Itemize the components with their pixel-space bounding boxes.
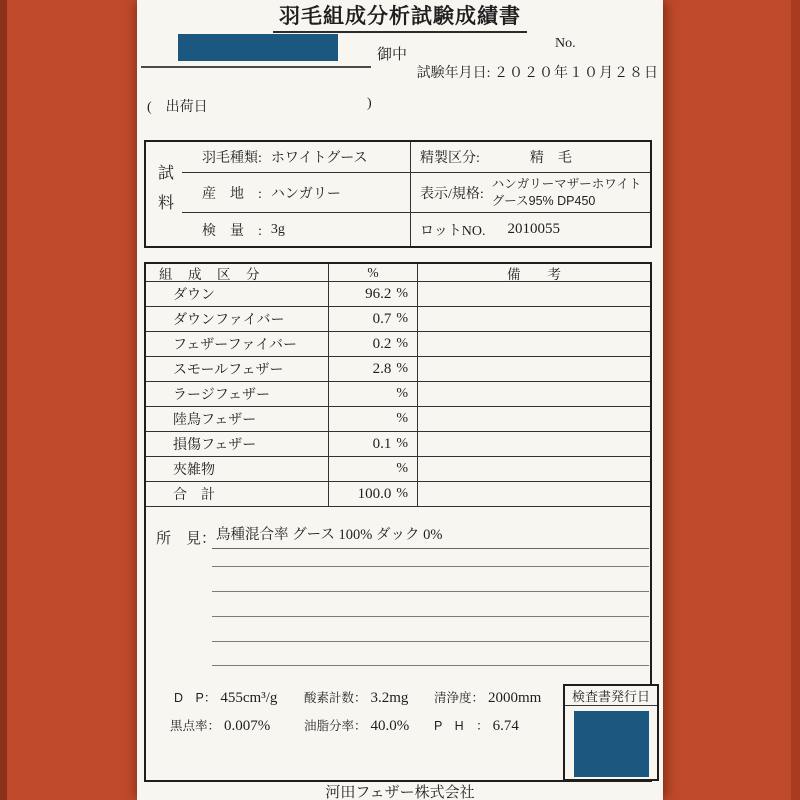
comp-row-remarks [418, 307, 650, 332]
shipping-open-paren: ( [147, 100, 152, 115]
comp-row-percent [329, 282, 418, 307]
comp-row-label: 合 計 [146, 482, 329, 507]
comp-row-percent [329, 457, 418, 482]
comp-row-remarks [418, 332, 650, 357]
comp-row-remarks [418, 382, 650, 407]
comp-row-unit: % [396, 361, 408, 376]
comp-row-remarks [418, 482, 650, 507]
comp-row-percent [329, 407, 418, 432]
comp-row-percent [329, 357, 418, 382]
spec-value-line1: ハンガリーマザーホワイト [491, 177, 642, 192]
comp-row-label: 陸鳥フェザー [146, 407, 329, 432]
findings-empty-line [212, 665, 649, 666]
composition-header-remarks: 備 考 [418, 264, 650, 282]
shipping-close-paren: ) [367, 96, 372, 111]
origin-label: 産 地 : [202, 186, 262, 202]
black-spot-label: 黒点率： [170, 719, 221, 733]
comp-row-value: 2.8 [372, 360, 392, 377]
spec-value-line2: グース95% DP450 [491, 193, 596, 208]
comp-row-unit: % [396, 486, 408, 501]
feather-type-cell [182, 142, 410, 172]
company-name: 河田フェザー株式会社 [325, 785, 475, 800]
comp-row-remarks [418, 357, 650, 382]
comp-row-label: ラージフェザー [146, 382, 329, 407]
spec-label: 表示/規格: [420, 186, 484, 202]
findings-empty-line [212, 616, 649, 617]
certificate-issue-date-box [563, 684, 659, 781]
report-no-label: No. [555, 36, 576, 51]
comp-row-unit: % [396, 386, 408, 401]
cleanliness-label: 清浄度： [434, 691, 485, 705]
comp-row-label: スモールフェザー [146, 357, 329, 382]
comp-row-unit: % [396, 461, 408, 476]
findings-text-line: 鳥種混合率 グース 100% ダック 0% [212, 522, 649, 549]
black-spot-value: 0.007% [224, 718, 271, 734]
comp-row-value: 0.1 [372, 435, 392, 452]
ph-value: 6.74 [492, 718, 519, 734]
down-power-item [174, 688, 277, 707]
comp-row-label: 損傷フェザー [146, 432, 329, 457]
shipping-date-row [147, 96, 375, 116]
comp-row-value: 100.0 [357, 485, 392, 502]
comp-row-value: 0.2 [372, 335, 392, 352]
ph-label: P H ： [434, 719, 489, 733]
comp-row-percent [329, 382, 418, 407]
oxygen-number-label: 酸素計数： [304, 691, 367, 705]
origin-value: ハンガリー [270, 186, 341, 202]
comp-row-percent [329, 432, 418, 457]
down-power-label: D P： [174, 691, 217, 705]
comp-row-unit: % [396, 286, 408, 301]
findings-empty-line [212, 566, 649, 567]
refine-class-cell [410, 142, 650, 172]
oxygen-number-item [304, 688, 408, 707]
test-date-label: 試験年月日: [416, 66, 491, 81]
recipient-honorific: 御中 [377, 47, 408, 63]
comp-row-unit: % [396, 411, 408, 426]
report-page [137, 0, 663, 800]
composition-table [146, 264, 650, 507]
recipient-underline [141, 66, 371, 68]
ph-item [434, 716, 519, 735]
comp-row-label: ダウンファイバー [146, 307, 329, 332]
lot-value: 2010055 [507, 221, 560, 237]
comp-row-unit: % [396, 436, 408, 451]
feather-type-label: 羽毛種類: [202, 151, 262, 166]
comp-row-label: フェザーファイバー [146, 332, 329, 357]
comp-row-unit: % [396, 336, 408, 351]
sample-info-table [144, 140, 652, 248]
feather-type-value: ホワイトグース [270, 151, 368, 166]
comp-row-percent [329, 332, 418, 357]
refine-class-value: 精 毛 [529, 151, 572, 166]
comp-row-unit: % [396, 311, 408, 326]
weight-value: 3g [270, 221, 285, 237]
origin-cell [182, 172, 410, 212]
oil-content-item [304, 716, 409, 735]
test-date-row [417, 62, 659, 82]
comp-row-label: 夾雑物 [146, 457, 329, 482]
comp-row-label: ダウン [146, 282, 329, 307]
composition-header-category: 組 成 区 分 [146, 264, 329, 282]
refine-class-label: 精製区分: [420, 151, 480, 166]
comp-row-remarks [418, 432, 650, 457]
cleanliness-value: 2000mm [488, 690, 542, 706]
comp-row-percent [329, 482, 418, 507]
findings-empty-line [212, 591, 649, 592]
oil-content-label: 油脂分率： [304, 719, 367, 733]
findings-empty-line [212, 641, 649, 642]
cleanliness-item [434, 688, 541, 707]
weight-label: 検 量 : [202, 223, 262, 239]
test-date-value: ２０２０年１０月２８日 [494, 66, 659, 81]
sample-header-label: 試料 [155, 164, 173, 224]
comp-row-value: 96.2 [365, 285, 392, 302]
comp-row-remarks [418, 407, 650, 432]
composition-header-percent: % [329, 264, 418, 282]
comp-row-percent [329, 307, 418, 332]
spec-cell [410, 172, 650, 212]
certificate-issue-date-label: 検査書発行日 [565, 686, 657, 706]
down-power-value: 455cm³/g [220, 690, 278, 706]
comp-row-value: 0.7 [372, 310, 392, 327]
redacted-recipient-box [178, 34, 338, 61]
report-title-wrap [137, 0, 663, 33]
comp-row-remarks [418, 457, 650, 482]
black-spot-item [170, 716, 270, 735]
findings-label: 所 見： [156, 531, 217, 547]
comp-row-remarks [418, 282, 650, 307]
lot-label: ロットNO. [420, 223, 486, 239]
shipping-date-label: 出荷日 [165, 100, 208, 115]
right-edge-shade [791, 0, 800, 800]
lot-cell [410, 212, 650, 246]
left-edge-shade [0, 0, 7, 800]
sample-header-cell [146, 142, 182, 246]
spec-value [492, 176, 642, 209]
report-title: 羽毛組成分析試験成績書 [273, 0, 527, 33]
weight-cell [182, 212, 410, 246]
oxygen-number-value: 3.2mg [370, 690, 409, 706]
redacted-stamp-box [574, 711, 649, 777]
oil-content-value: 40.0% [370, 718, 410, 734]
